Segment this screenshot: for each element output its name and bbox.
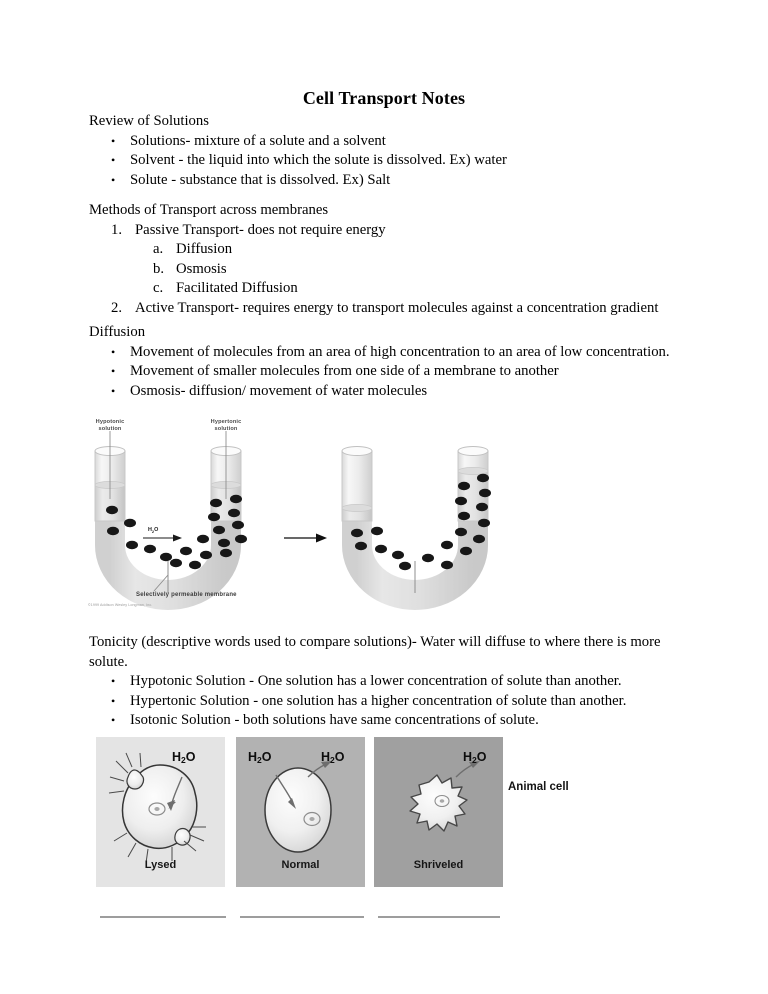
list-marker: b. bbox=[153, 260, 165, 277]
passive-transport-sublist bbox=[89, 240, 689, 299]
methods-numbered-list-continued bbox=[89, 299, 689, 319]
osmosis-utube-figure bbox=[88, 415, 548, 620]
section-review-of-solutions bbox=[89, 112, 689, 190]
list-item-text: Osmosis- diffusion/ movement of water molecules bbox=[130, 382, 428, 399]
review-heading: Review of Solutions bbox=[89, 113, 209, 129]
label-hypertonic-solution: Hypertonic solution bbox=[210, 419, 242, 432]
list-item bbox=[89, 299, 689, 319]
h2o-label: $H_2O$ bbox=[463, 750, 487, 765]
list-item bbox=[89, 132, 689, 152]
h2o-label-in: $H_2O$ bbox=[248, 750, 272, 765]
list-marker: c. bbox=[153, 280, 164, 297]
h2o-label: $H_2O$ bbox=[172, 750, 196, 765]
bullet-icon: • bbox=[111, 344, 116, 359]
tonicity-paragraph: Tonicity (descriptive words used to compare solutions)- Water will diffuse to where there is more solute. bbox=[89, 634, 661, 670]
list-item-text: Movement of molecules from an area of high concentration to an area of low concentration. bbox=[130, 343, 670, 360]
list-item-text: Passive Transport- does not require energy bbox=[135, 221, 386, 238]
diffusion-bullet-list bbox=[89, 343, 689, 402]
review-bullet-list bbox=[89, 132, 689, 191]
label-selectively-permeable-membrane: Selectively permeable membrane bbox=[136, 592, 237, 598]
methods-heading: Methods of Transport across membranes bbox=[89, 202, 329, 218]
cell-panel-shriveled bbox=[374, 737, 503, 887]
answer-blank-1[interactable] bbox=[100, 916, 226, 918]
cell-panel-normal bbox=[236, 737, 365, 887]
list-item bbox=[89, 151, 689, 171]
list-marker: a. bbox=[153, 241, 164, 258]
utube-after bbox=[342, 447, 491, 596]
list-item-text: Facilitated Diffusion bbox=[176, 280, 298, 297]
list-item bbox=[89, 362, 689, 382]
list-item-text: Diffusion bbox=[176, 241, 233, 258]
list-item-text: Active Transport- requires energy to transport molecules against a concentration gradient bbox=[135, 299, 659, 316]
bullet-icon: • bbox=[111, 172, 116, 187]
list-item bbox=[89, 279, 689, 299]
list-item bbox=[89, 240, 689, 260]
list-item-text: Movement of smaller molecules from one side of a membrane to another bbox=[130, 363, 559, 380]
bullet-icon: • bbox=[111, 713, 116, 728]
methods-numbered-list bbox=[89, 221, 689, 241]
bullet-icon: • bbox=[111, 153, 116, 168]
list-item bbox=[89, 221, 689, 241]
bullet-icon: • bbox=[111, 674, 116, 689]
list-item-text: Hypotonic Solution - One solution has a lower concentration of solute than another. bbox=[130, 673, 622, 690]
label-water-flow: $H_2O$ bbox=[148, 527, 159, 535]
h2o-label-out: $H_2O$ bbox=[321, 750, 345, 765]
list-item-text: Hypertonic Solution - one solution has a higher concentration of solute than another. bbox=[130, 692, 627, 709]
answer-blank-3[interactable] bbox=[378, 916, 500, 918]
answer-blank-2[interactable] bbox=[240, 916, 364, 918]
cell-panel-lysed bbox=[96, 737, 225, 887]
section-diffusion bbox=[89, 323, 689, 401]
list-item bbox=[89, 711, 689, 731]
osmosis-diagram-svg bbox=[88, 415, 548, 620]
list-item-text: Solute - substance that is dissolved. Ex) Salt bbox=[130, 171, 391, 188]
list-item bbox=[89, 692, 689, 712]
list-item bbox=[89, 672, 689, 692]
bullet-icon: • bbox=[111, 383, 116, 398]
list-item-text: Osmosis bbox=[176, 260, 227, 277]
label-hypotonic-solution: Hypotonic solution bbox=[95, 419, 125, 432]
panel-label-lysed: Lysed bbox=[144, 859, 177, 871]
bullet-icon: • bbox=[111, 693, 116, 708]
water-flow-arrow bbox=[143, 535, 182, 542]
transition-arrow bbox=[284, 534, 327, 543]
list-item bbox=[89, 343, 689, 363]
panel-label-normal: Normal bbox=[281, 859, 320, 871]
bullet-icon: • bbox=[111, 133, 116, 148]
section-methods-of-transport bbox=[89, 201, 689, 319]
page-title: Cell Transport Notes bbox=[302, 88, 466, 108]
list-marker: 2. bbox=[111, 299, 123, 316]
section-tonicity bbox=[89, 633, 689, 731]
tonicity-bullet-list bbox=[89, 672, 689, 731]
list-item-text: Isotonic Solution - both solutions have same concentrations of solute. bbox=[130, 712, 539, 729]
diffusion-heading: Diffusion bbox=[89, 324, 146, 340]
animal-cell-caption: Animal cell bbox=[508, 781, 569, 793]
list-item bbox=[89, 382, 689, 402]
list-marker: 1. bbox=[111, 221, 123, 238]
bullet-icon: • bbox=[111, 364, 116, 379]
figure-credit: ©1999 Addison Wesley Longman, Inc. bbox=[88, 603, 153, 607]
answer-blank-lines bbox=[0, 908, 768, 928]
list-item-text: Solvent - the liquid into which the solute is dissolved. Ex) water bbox=[130, 152, 507, 169]
panel-label-shriveled: Shriveled bbox=[413, 859, 464, 871]
list-item bbox=[89, 260, 689, 280]
list-item-text: Solutions- mixture of a solute and a solvent bbox=[130, 132, 386, 149]
animal-cell-figure bbox=[96, 737, 501, 887]
list-item bbox=[89, 171, 689, 191]
